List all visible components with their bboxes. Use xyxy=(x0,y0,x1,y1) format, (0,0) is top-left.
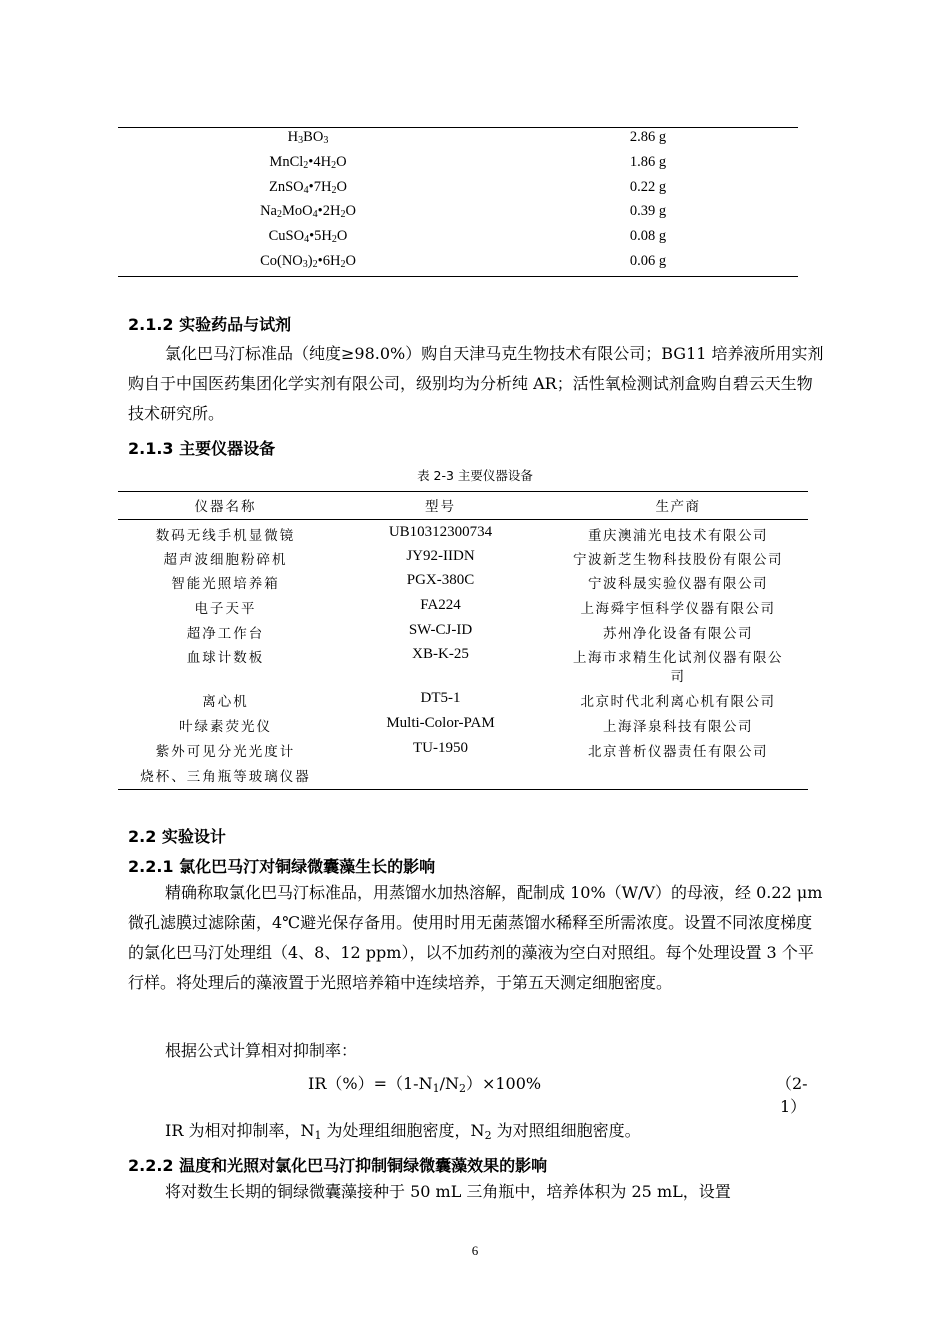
equipment-vendor: 上海市求精生化试剂仪器有限公 xyxy=(573,650,783,666)
equipment-name: 紫外可见分光光度计 xyxy=(155,744,296,760)
chemical-name: $Co(NO_3)_2•6H_2O$ xyxy=(260,253,356,270)
table-row xyxy=(118,203,798,227)
equipment-vendor-continued: 司 xyxy=(670,669,686,685)
header-model: 型号 xyxy=(425,499,456,515)
chemical-amount: 1.86 g xyxy=(629,153,667,170)
table2-top-rule xyxy=(118,491,808,492)
paragraph-symbols xyxy=(128,1116,828,1146)
header-vendor: 生产商 xyxy=(655,499,701,515)
table-row xyxy=(118,228,798,252)
chemical-name: $MnCl_2•4H_2O$ xyxy=(269,153,347,171)
chemical-amount: 0.22 g xyxy=(629,178,667,195)
equipment-model: UB10312300734 xyxy=(388,524,493,540)
table2-header-rule xyxy=(118,519,808,520)
equipment-vendor: 上海泽泉科技有限公司 xyxy=(603,719,753,735)
equipment-model: SW-CJ-ID xyxy=(408,622,473,638)
chemical-amount: 0.39 g xyxy=(629,203,667,220)
equipment-name: 叶绿素荧光仪 xyxy=(179,719,272,735)
paragraph-text: 精确称取氯化巴马汀标准品，用蒸馏水加热溶解，配制成 10%（W/V）的母液，经 0.22 μm 微孔滤膜过滤除菌，4℃避光保存备用。使用时用无菌蒸馏水稀释至所需浓度。设置不同浓度梯度的氯化巴马汀处理组（4、8、12 ppm），以不加药剂的藻液为空白对照组。每个处理设置 3 个平行样。将处理后的藻液置于光照培养箱中连续培养，于第五天测定细胞密度。 xyxy=(128,883,823,992)
equipment-vendor: 北京普析仪器责任有限公司 xyxy=(588,744,768,760)
equation: $IR(\%)=(1-N_1/N_2)\times 100\%$ xyxy=(308,1074,542,1095)
table2-bottom-rule xyxy=(118,789,808,790)
table-row xyxy=(118,690,808,714)
table-row xyxy=(118,572,808,596)
equipment-vendor: 苏州净化设备有限公司 xyxy=(603,626,753,642)
table-row xyxy=(118,548,808,572)
equipment-vendor: 宁波新芝生物科技股份有限公司 xyxy=(573,552,783,568)
table-row xyxy=(118,622,808,646)
table-row xyxy=(118,715,808,739)
paragraph-text: 将对数生长期的铜绿微囊藻接种于 50 mL 三角瓶中，培养体积为 25 mL，设置 xyxy=(165,1182,731,1201)
equation-number-b: 1） xyxy=(780,1097,807,1116)
paragraph-reagents xyxy=(128,339,828,429)
equipment-model: PGX-380C xyxy=(406,572,475,588)
equipment-name: 智能光照培养箱 xyxy=(171,576,280,592)
equipment-vendor: 重庆澳浦光电技术有限公司 xyxy=(588,528,768,544)
paragraph-text: IR 为相对抑制率，$N_1$ 为处理组细胞密度，$N_2$ 为对照组细胞密度。 xyxy=(165,1121,641,1142)
table-row xyxy=(118,179,798,203)
equipment-name: 电子天平 xyxy=(194,601,257,617)
table-row xyxy=(118,129,798,153)
equipment-vendor: 宁波科晟实验仪器有限公司 xyxy=(588,576,768,592)
equipment-name: 血球计数板 xyxy=(186,650,265,666)
section-heading-2-2: 2.2 实验设计 xyxy=(128,827,226,846)
table-caption: 表 2-3 主要仪器设备 xyxy=(417,468,533,483)
paragraph-text: 根据公式计算相对抑制率： xyxy=(165,1041,358,1060)
table-row xyxy=(118,154,798,178)
chemical-amount: 2.86 g xyxy=(629,129,667,145)
equipment-name: 超声波细胞粉碎机 xyxy=(163,552,288,568)
paragraph-formula-intro xyxy=(128,1036,828,1066)
equipment-model: Multi-Color-PAM xyxy=(386,715,495,731)
section-heading-2-1-2: 2.1.2 实验药品与试剂 xyxy=(128,315,292,334)
section-heading-2-2-2: 2.2.2 温度和光照对氯化巴马汀抑制铜绿微囊藻效果的影响 xyxy=(128,1156,548,1175)
equipment-name: 数码无线手机显微镜 xyxy=(155,528,296,544)
chemical-name: $CuSO_4•5H_2O$ xyxy=(268,228,348,246)
section-heading-2-2-1: 2.2.1 氯化巴马汀对铜绿微囊藻生长的影响 xyxy=(128,857,436,876)
equipment-model: JY92-IIDN xyxy=(406,548,475,564)
table-row xyxy=(118,524,808,548)
equipment-model: FA224 xyxy=(420,597,461,613)
chemical-name: $ZnSO_4•7H_2O$ xyxy=(269,178,347,196)
equipment-model: DT5-1 xyxy=(420,690,461,706)
table-row xyxy=(118,253,798,277)
equipment-model: TU-1950 xyxy=(413,740,468,756)
equipment-model: XB-K-25 xyxy=(412,646,469,662)
chemical-amount: 0.06 g xyxy=(629,253,667,269)
table-row xyxy=(118,765,808,789)
header-name: 仪器名称 xyxy=(194,499,257,515)
chemical-amount: 0.08 g xyxy=(629,228,667,245)
table-row xyxy=(118,597,808,621)
section-heading-2-1-3: 2.1.3 主要仪器设备 xyxy=(128,439,276,458)
table-bottom-rule xyxy=(118,276,798,277)
chemical-name: $H_3BO_3$ xyxy=(287,129,329,146)
paragraph-text: 氯化巴马汀标准品（纯度≥98.0%）购自天津马克生物技术有限公司；BG11 培养液所用实剂购自于中国医药集团化学实剂有限公司，级别均为分析纯 AR；活性氧检测试剂盒购自碧云天生物技术研究所。 xyxy=(128,344,824,423)
page-number: 6 xyxy=(471,1243,479,1258)
equation-number-a: （2- xyxy=(776,1074,808,1093)
paragraph-method xyxy=(128,878,828,998)
equipment-name: 超净工作台 xyxy=(186,626,265,642)
table-row xyxy=(118,740,808,764)
paragraph-design xyxy=(128,1177,828,1207)
chemical-name: $Na_2MoO_4•2H_2O$ xyxy=(260,203,356,221)
equipment-vendor: 北京时代北利离心机有限公司 xyxy=(580,694,776,710)
equipment-name: 离心机 xyxy=(202,694,249,710)
equipment-vendor: 上海舜宇恒科学仪器有限公司 xyxy=(580,601,776,617)
equipment-name: 烧杯、三角瓶等玻璃仪器 xyxy=(140,769,311,785)
table-row xyxy=(118,646,808,685)
